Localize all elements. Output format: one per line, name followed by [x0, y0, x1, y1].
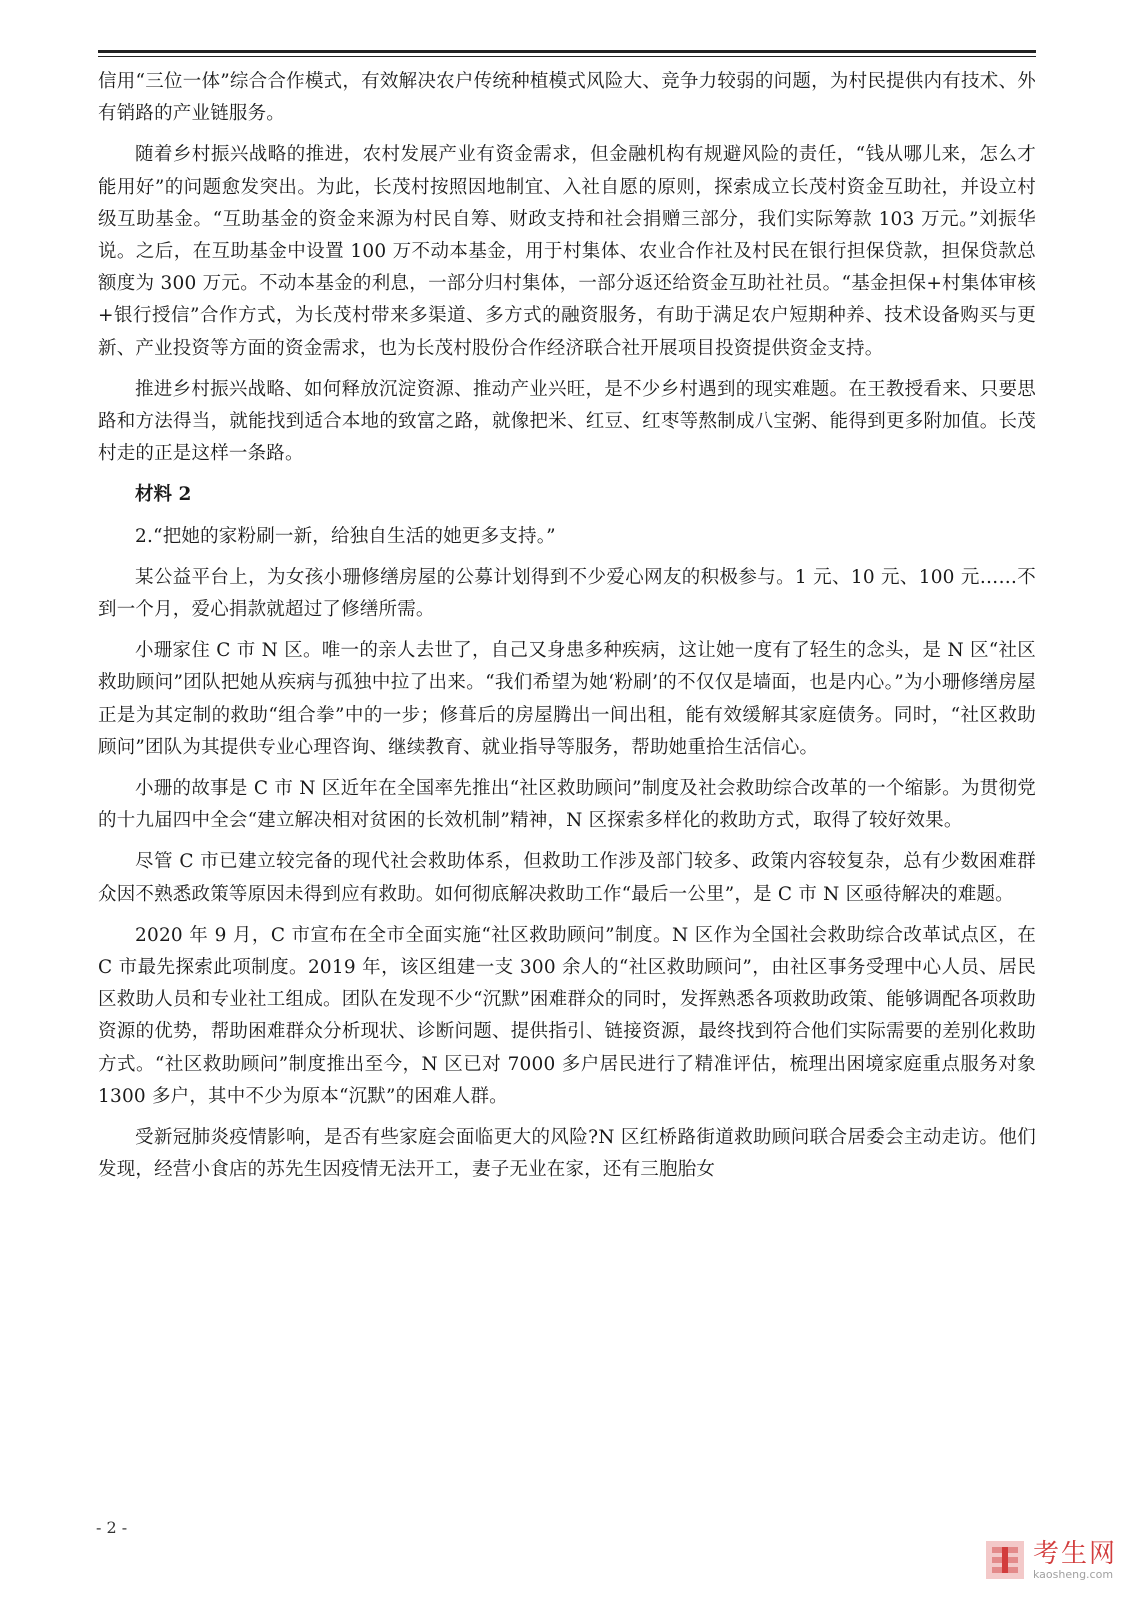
- paragraph: 2.“把她的家粉刷一新，给独自生活的她更多支持。”: [135, 525, 556, 547]
- section-heading: 材料 2: [135, 484, 192, 506]
- paragraph: 受新冠肺炎疫情影响，是否有些家庭会面临更大的风险?N 区红桥路街道救助顾问联合居委会主动走访。他们发现，经营小食店的苏先生因疫情无法开工，妻子无业在家，还有三胞胎女: [98, 1127, 1036, 1181]
- paragraph: 2020 年 9 月，C 市宣布在全市全面实施“社区救助顾问”制度。N 区作为全国社会救助综合改革试点区，在 C 市最先探索此项制度。2019 年，该区组建一支 300 余人的“社区救助顾问”，由社区事务受理中心人员、居民区救助人员和专业社工组成。团队在发现不少“沉默”困难群众的同时，发挥熟悉各项救助政策、能够调配各项救助资源的优势，帮助困难群众分析现状、诊断问题、提供指引、链接资源，最终找到符合他们实际需要的差别化救助方式。“社区救助顾问”制度推出至今，N 区已对 7000 多户居民进行了精准评估，梳理出困境家庭重点服务对象 1300 多户，其中不少为原本“沉默”的困难人群。: [98, 924, 1036, 1107]
- header-rule-thin: [98, 56, 1036, 57]
- header-rule: [98, 50, 1036, 53]
- watermark-url: kaosheng.com: [1032, 1567, 1114, 1581]
- paragraph: 某公益平台上，为女孩小珊修缮房屋的公募计划得到不少爱心网友的积极参与。1 元、10 元、100 元……不到一个月，爱心捐款就超过了修缮所需。: [98, 566, 1036, 621]
- page-body: [98, 66, 1036, 1196]
- watermark-name: 考生网: [1032, 1538, 1117, 1569]
- paragraph: 小珊家住 C 市 N 区。唯一的亲人去世了，自己又身患多种疾病，这让她一度有了轻生的念头，是 N 区“社区救助顾问”团队把她从疾病与孤独中拉了出来。“我们希望为她‘粉刷’的不仅仅是墙面，也是内心。”为小珊修缮房屋正是为其定制的救助“组合拳”中的一步；修葺后的房屋腾出一间出租，能有效缓解其家庭债务。同时，“社区救助顾问”团队为其提供专业心理咨询、继续教育、就业指导等服务，帮助她重拾生活信心。: [98, 640, 1036, 758]
- paragraph: 推进乡村振兴战略、如何释放沉淀资源、推动产业兴旺，是不少乡村遇到的现实难题。在王教授看来、只要思路和方法得当，就能找到适合本地的致富之路，就像把米、红豆、红枣等熬制成八宝粥、能得到更多附加值。长茂村走的正是这样一条路。: [98, 378, 1036, 465]
- watermark-logo-icon: [983, 1538, 1027, 1582]
- paragraph: 随着乡村振兴战略的推进，农村发展产业有资金需求，但金融机构有规避风险的责任，“钱从哪儿来，怎么才能用好”的问题愈发突出。为此，长茂村按照因地制宜、入社自愿的原则，探索成立长茂村资金互助社，并设立村级互助基金。“互助基金的资金来源为村民自筹、财政支持和社会捐赠三部分，我们实际筹款 103 万元。”刘振华说。之后，在互助基金中设置 100 万不动本基金，用于村集体、农业合作社及村民在银行担保贷款，担保贷款总额度为 300 万元。不动本基金的利息，一部分归村集体，一部分返还给资金互助社社员。“基金担保+村集体审核+银行授信”合作方式，为长茂村带来多渠道、多方式的融资服务，有助于满足农户短期种养、技术设备购买与更新、产业投资等方面的资金需求，也为长茂村股份合作经济联合社开展项目投资提供资金支持。: [98, 144, 1036, 359]
- paragraph: 尽管 C 市已建立较完备的现代社会救助体系，但救助工作涉及部门较多、政策内容较复杂，总有少数困难群众因不熟悉政策等原因未得到应有救助。如何彻底解决救助工作“最后一公里”，是 C 市 N 区亟待解决的难题。: [98, 851, 1036, 905]
- paragraph: 小珊的故事是 C 市 N 区近年在全国率先推出“社区救助顾问”制度及社会救助综合改革的一个缩影。为贯彻党的十九届四中全会“建立解决相对贫困的长效机制”精神，N 区探索多样化的救助方式，取得了较好效果。: [98, 778, 1036, 832]
- paragraph: 信用“三位一体”综合合作模式，有效解决农户传统种植模式风险大、竞争力较弱的问题，为村民提供内有技术、外有销路的产业链服务。: [98, 71, 1036, 125]
- page-number: - 2 -: [96, 1518, 128, 1537]
- site-watermark: [983, 1538, 1117, 1582]
